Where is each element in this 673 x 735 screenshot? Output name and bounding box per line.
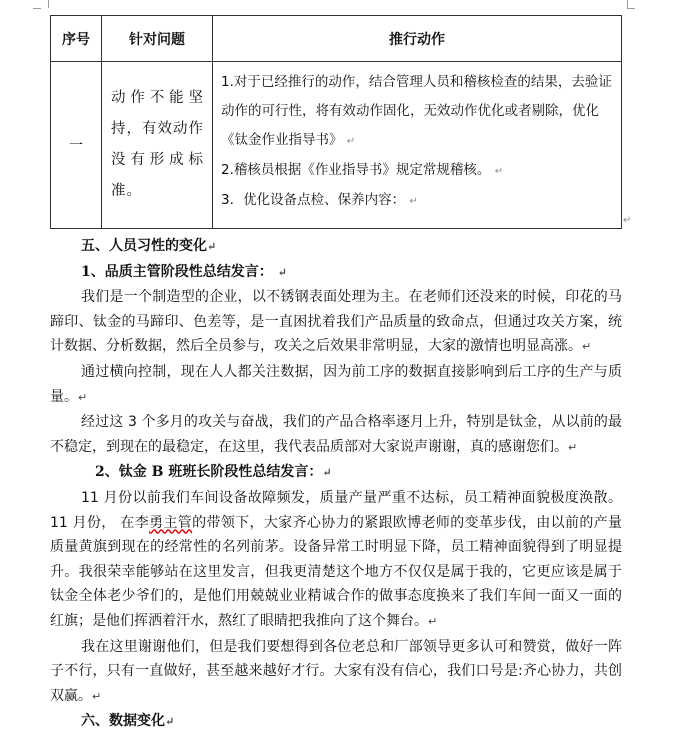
action-table <box>50 15 622 229</box>
action-item-2: 2.稽核员根据《作业指导书》规定常规稽核。 ↵ <box>221 162 504 178</box>
sub2-paragraph-2: 我在这里谢谢他们，但是我们要想得到各位老总和厂部领导更多认可和赞赏，做好一阵子不行，只有一直做好，甚至越来越好才行。大家有没有信心，我们口号是:齐心协力，共创双赢。↵ <box>50 638 622 704</box>
sub1-paragraph-2: 通过横向控制，现在人人都关注数据，因为前工序的数据直接影响到后工序的生产与质量。↵ <box>50 363 622 405</box>
cell-issue: 动作不能坚持，有效动作没有形成标准。 <box>102 62 213 229</box>
spellcheck-underline: 勇主管 <box>149 514 193 531</box>
cell-actions <box>213 62 622 229</box>
document-body <box>50 234 622 735</box>
header-no: 序号 <box>51 16 102 62</box>
table-row <box>51 62 622 229</box>
cell-no: 一 <box>51 62 102 229</box>
section6-heading: 六、数据变化↵ <box>81 713 175 730</box>
crop-mark-top-left-h <box>33 8 41 9</box>
action-item-3: 3．优化设备点检、保养内容： ↵ <box>221 192 418 208</box>
sub2-paragraph-1: 11 月份以前我们车间设备故障频发，质量产量严重不达标，员工精神面貌极度涣散。11 月份， 在李勇主管的带领下，大家齐心协力的紧跟欧博老师的变革步伐，由以前的产量质量黄旗到现在的经常性的名列前茅。设备异常工时明显下降，员工精神面貌得到了明显提升。我很荣幸能够站在这里发言，但我更清楚这个地方不仅仅是属于我的，它更应该是属于钛金全体老少爷们的，是他们用兢兢业业精诚合作的做事态度换来了我们车间一面又一面的红旗；是他们挥洒着汗水，熬红了眼睛把我推向了这个舞台。↵ <box>50 489 623 629</box>
crop-mark-top-right-h <box>627 8 635 9</box>
section5-heading: 五、人员习性的变化↵ <box>81 238 217 254</box>
table-header-row <box>51 16 622 62</box>
sub2-heading: 2、钛金 B 班班长阶段性总结发言：↵ <box>95 464 332 481</box>
header-issue: 针对问题 <box>102 16 213 62</box>
row-end-mark: ↵ <box>623 215 632 226</box>
sub1-heading: 1、品质主管阶段性总结发言： ↵ <box>81 263 287 280</box>
header-actions: 推行动作 <box>213 16 622 62</box>
sub1-paragraph-3: 经过这 3 个多月的攻关与奋战，我们的产品合格率逐月上升，特别是钛金，从以前的最不稳定，到现在的最稳定，在这里，我代表品质部对大家说声谢谢，真的感谢您们。↵ <box>50 414 622 455</box>
action-item-1: 1.对于已经推行的动作，结合管理人员和稽核检查的结果，去验证动作的可行性，将有效动作固化，无效动作优化或者剔除，优化《钛金作业指导书》 ↵ <box>221 74 612 148</box>
sub1-paragraph-1: 我们是一个制造型的企业，以不锈钢表面处理为主。在老师们还没来的时候，印花的马蹄印、钛金的马蹄印、色差等，是一直困扰着我们产品质量的致命点，但通过攻关方案，统计数据、分析数据，然后全员参与，攻关之后效果非常明显，大家的激情也明显高涨。↵ <box>50 289 622 355</box>
crop-mark-top-left <box>40 0 49 8</box>
crop-mark-top-right <box>627 0 636 8</box>
